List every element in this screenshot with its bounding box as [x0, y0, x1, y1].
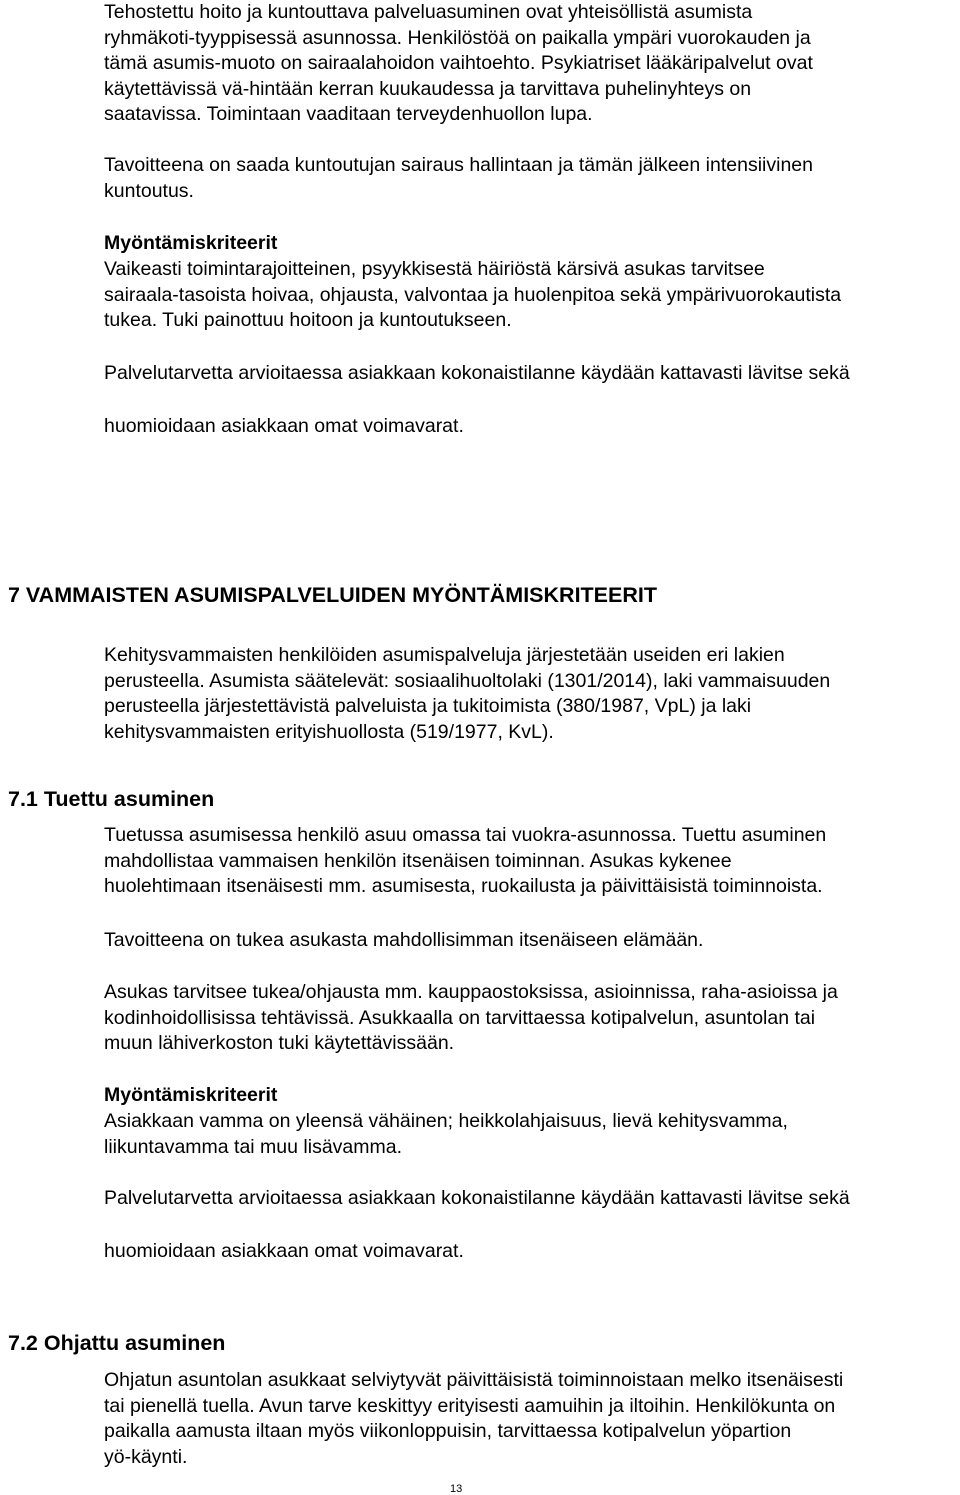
criteria-heading-2: Myöntämiskriteerit [104, 1084, 278, 1106]
section-7-heading: 7 VAMMAISTEN ASUMISPALVELUIDEN MYÖNTÄMISKRITEERIT [8, 583, 657, 607]
criteria-paragraph: Vaikeasti toimintarajoitteinen, psyykkisestä häiriöstä kärsivä asukas tarvitsee sairaala-tasoista hoivaa, ohjausta, valvontaa ja huolenpitoa sekä ympärivuorokautista tukea. Tuki painottuu hoitoon ja kuntoutukseen. [104, 258, 842, 331]
criteria-heading: Myöntämiskriteerit [104, 232, 278, 254]
assessment-line-3: Palvelutarvetta arvioitaessa asiakkaan kokonaistilanne käydään kattavasti lävitse sekä [104, 1187, 850, 1209]
supported-living-needs: Asukas tarvitsee tukea/ohjausta mm. kauppaostoksissa, asioinnissa, raha-asioissa ja kodinhoidollisissa tehtävissä. Asukkaalla on tarvittaessa kotipalvelun, asuntolan tai muun lähiverkoston tuki käytettävissään. [104, 981, 838, 1054]
guided-living-paragraph: Ohjatun asuntolan asukkaat selviytyvät päivittäisistä toiminnoistaan melko itsenäisesti tai pienellä tuella. Avun tarve keskittyy erityisesti aamuihin ja iltoihin. Henkilökunta on paikalla aamusta iltaan myös viikonloppuisin, tarvittaessa kotipalvelun yöpartion yö-käynti. [104, 1369, 844, 1468]
criteria-paragraph-2: Asiakkaan vamma on yleensä vähäinen; heikkolahjaisuus, lievä kehitysvamma, liikuntavamma tai muu lisävamma. [104, 1110, 788, 1158]
section-7-paragraph: Kehitysvammaisten henkilöiden asumispalveluja järjestetään useiden eri lakien perusteella. Asumista säätelevät: sosiaalihuoltolaki (1301/2014), laki vammaisuuden perusteella järjestettävistä palveluista ja tukitoimista (380/1987, VpL) ja laki kehitysvammaisten erityishuollosta (519/1977, KvL). [104, 644, 831, 743]
goal-paragraph: Tavoitteena on saada kuntoutujan sairaus hallintaan ja tämän jälkeen intensiivinen kuntoutus. [104, 154, 813, 202]
section-7-2-heading: 7.2 Ohjattu asuminen [8, 1331, 226, 1355]
assessment-line-1: Palvelutarvetta arvioitaessa asiakkaan kokonaistilanne käydään kattavasti lävitse sekä [104, 362, 850, 384]
intro-paragraph: Tehostettu hoito ja kuntouttava palveluasuminen ovat yhteisöllistä asumista ryhmäkoti-tyyppisessä asunnossa. Henkilöstöä on paikalla ympäri vuorokauden ja tämä asumis-muoto on sairaalahoidon vaihtoehto. Psykiatriset lääkäripalvelut ovat käytettävissä vä-hintään kerran kuukaudessa ja tarvittava puhelinyhteys on saatavissa. Toimintaan vaaditaan terveydenhuollon lupa. [104, 1, 813, 125]
page-number: 13 [450, 1483, 463, 1495]
supported-living-goal: Tavoitteena on tukea asukasta mahdollisimman itsenäiseen elämään. [104, 929, 704, 951]
section-7-1-heading: 7.1 Tuettu asuminen [8, 787, 215, 811]
assessment-line-2: huomioidaan asiakkaan omat voimavarat. [104, 415, 464, 437]
assessment-line-4: huomioidaan asiakkaan omat voimavarat. [104, 1240, 464, 1262]
supported-living-paragraph: Tuetussa asumisessa henkilö asuu omassa tai vuokra-asunnossa. Tuettu asuminen mahdollistaa vammaisen henkilön itsenäisen toiminnan. Asukas kykenee huolehtimaan itsenäisesti mm. asumisesta, ruokailusta ja päivittäisistä toiminnoista. [104, 824, 827, 897]
